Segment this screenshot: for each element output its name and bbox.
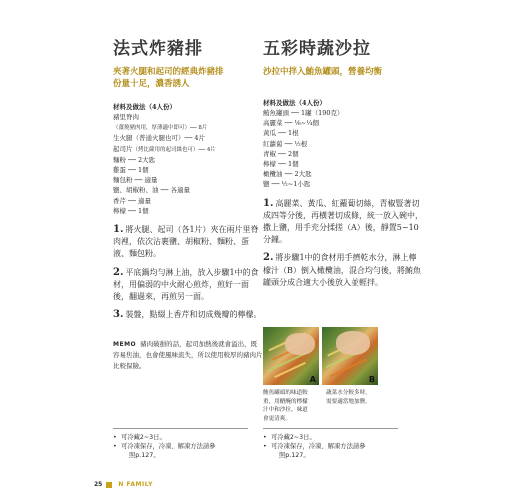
memo-label: MEMO: [113, 341, 137, 349]
ingredient-item: 鹽 ── ½~1小匙: [263, 180, 311, 189]
page-number: 25: [94, 481, 103, 488]
step-number: 2.: [263, 252, 274, 264]
recipe-step: [113, 267, 263, 304]
ingredient-item: 雞蛋 ── 1個: [113, 166, 149, 175]
recipe-subtitle: 沙拉中拌入鮪魚罐頭，營養均衡: [263, 67, 383, 77]
caption-line: 會更清爽。: [263, 415, 291, 422]
ingredient-list: [263, 108, 423, 190]
tip-item-continued: 照p.127。: [129, 452, 160, 459]
recipe-left: [113, 38, 263, 372]
ingredient-item: 紅蘿蔔 ── ½根: [263, 139, 308, 148]
tip-item-continued: 照p.127。: [279, 452, 310, 459]
recipe-step: [263, 198, 423, 247]
subtitle-line: 夾著火腿和起司的經典炸豬排: [113, 67, 224, 77]
brand-name: N FAMILY: [118, 481, 153, 488]
step-list: [113, 224, 263, 321]
recipe-subtitle: [113, 66, 263, 90]
ingredient-item: 豬里脊肉: [113, 113, 139, 121]
ingredient-list: [113, 112, 263, 216]
caption-line: 蔬菜水分較多時，: [326, 390, 371, 396]
ingredient-note: （烤比薩用的起司絲也可）── 4片: [132, 146, 216, 153]
caption-line: 汁中和沙拉，味道: [263, 407, 308, 413]
photo-step-b: [322, 327, 378, 385]
photo-label: B: [368, 375, 375, 384]
ingredient-item: 青椒 ── 2個: [263, 149, 299, 158]
tip-item: • 可冷凍保存，冷凍、解凍方法請參: [113, 442, 248, 451]
caption-line: 需要適當地加鹽。: [326, 398, 371, 405]
divider: [263, 428, 398, 429]
step-text: 將步驟1中的食材用手擠乾水分，淋上檸檬汁（B）倒入橄欖油，混合均勻後，將鮪魚罐頭分成合適大小後放入並輕拌。: [263, 253, 421, 287]
ingredient-item: 鹽、胡椒粉、油 ── 各適量: [113, 186, 190, 195]
step-text: 平底鍋均勻淋上油，放入步驟1中的食材，用偏弱的中火耐心煎炸，煎好一面後，翻過來，再煎另一面。: [113, 267, 259, 302]
memo-text: 豬肉破損的話，起司加熱後就會溢出，既容易焦油，也會使風味流失，所以使用較厚的豬肉片比較保險。: [113, 340, 263, 371]
ingredient-item: [113, 144, 263, 155]
ingredient-name: 起司片: [113, 144, 133, 153]
ingredient-item: [113, 122, 263, 133]
ingredient-note: （薑燒豬肉用，厚薄適中即可）── 8片: [113, 125, 208, 132]
step-text: 裝盤，點綴上香芹和切成幾瓣的檸檬。: [125, 310, 262, 320]
photo-label: A: [309, 375, 316, 384]
brand-mark-icon: [106, 482, 112, 488]
materials-heading: 材料及做法（4人份）: [113, 103, 177, 111]
step-number: 3.: [113, 309, 124, 321]
photo-step-a: [263, 327, 319, 385]
ingredient-item: 麵粉 ── 2大匙: [113, 155, 156, 164]
ingredient-item: 高麗菜 ── ⅙~¼個: [263, 119, 320, 128]
step-text: 將火腿、起司（各1片）夾在兩片里脊肉裡，依次沾裹鹽、胡椒粉、麵粉、蛋液、麵包粉。: [113, 225, 259, 259]
photo-caption-a: [263, 389, 323, 423]
memo-note: [113, 339, 263, 372]
step-list: [263, 198, 423, 289]
step-number: 2.: [113, 266, 124, 278]
page-footer: [94, 481, 153, 488]
caption-line: 鮪魚罐頭的味道較: [263, 390, 308, 396]
recipe-step: [113, 224, 263, 261]
recipe-step: [113, 309, 263, 321]
ingredient-item: 生火腿（普通火腿也可）── 4片: [113, 134, 206, 143]
ingredient-item: 黃瓜 ── 1根: [263, 129, 299, 138]
tip-item: • 可冷凍保存，冷凍、解凍方法請參: [263, 442, 398, 451]
divider: [113, 428, 248, 429]
ingredient-item: 檸檬 ── 1個: [113, 206, 149, 215]
recipe-step: [263, 252, 423, 289]
tip-item: • 可冷藏2~3日。: [113, 433, 248, 442]
ingredient-item: 鮪魚罐頭 ── 1罐（190克）: [263, 109, 344, 117]
recipe-title: 法式炸豬排: [113, 39, 203, 59]
photo-caption-b: [326, 389, 386, 406]
step-number: 1.: [113, 224, 124, 236]
storage-tips-right: [263, 428, 398, 460]
step-text: 高麗菜、黃瓜、紅蘿蔔切絲，青椒豎著切成四等分後，再橫著切成條，統一放入碗中，撒上鹽，用手充分揉搓（A）後，靜置5~10分鐘。: [263, 198, 423, 245]
step-number: 1.: [263, 197, 274, 209]
caption-line: 重，用醋醃的檸檬: [263, 398, 308, 405]
ingredient-item: 麵包粉 ── 適量: [113, 176, 158, 185]
recipe-right: [263, 38, 423, 289]
storage-tips-left: [113, 428, 248, 460]
ingredient-item: 香芹 ── 適量: [113, 196, 151, 205]
materials-heading: 材料及做法（4人份）: [263, 99, 327, 107]
ingredient-item: 檸檬 ── 1個: [263, 160, 299, 169]
ingredient-item: 橄欖油 ── 2大匙: [263, 170, 312, 179]
recipe-title: 五彩時蔬沙拉: [263, 39, 371, 59]
subtitle-line: 份量十足，濃香誘人: [113, 79, 190, 89]
tip-item: • 可冷藏2~3日。: [263, 433, 398, 442]
